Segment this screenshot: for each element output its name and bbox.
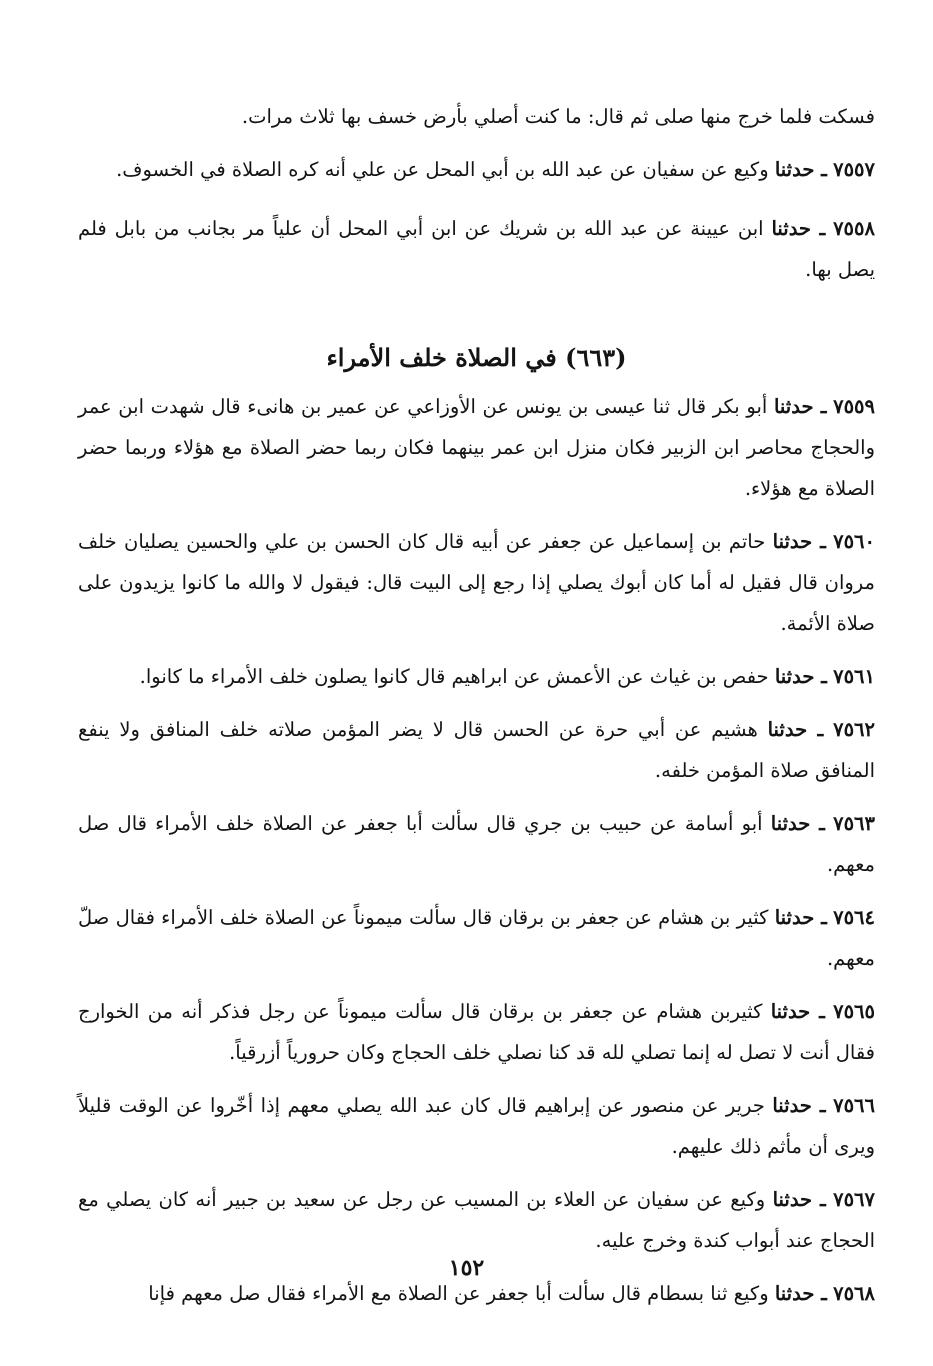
hadith-text: وكيع ثنا بسطام قال سألت أبا جعفر عن الصلاة مع الأمراء فقال صل معهم فإنا bbox=[148, 1282, 769, 1305]
hadith-entry: ٧٥٥٩ ـ حدثنا أبو بكر قال ثنا عيسى بن يونس عن الأوزاعي عن عمير بن هانىء قال شهدت ابن عمر والحجاج محاصر ابن الزبير فكان منزل ابن عمر بينهما فكان ربما حضر الصلاة مع هؤلاء وربما حضر الصلاة مع هؤلاء. bbox=[78, 395, 876, 500]
hadith-entry: ٧٥٥٧ ـ حدثنا وكيع عن سفيان عن عبد الله بن أبي المحل عن علي أنه كره الصلاة في الخسوف. bbox=[116, 158, 875, 181]
hadith-entry: ٧٥٦٥ ـ حدثنا كثيربن هشام عن جعفر بن برقان قال سألت ميموناً عن رجل فذكر أنه من الخوارج فقال أنت لا تصل له إنما تصلي لله قد كنا نصلي خلف الحجاج وكان حرورياً أزرقياً. bbox=[78, 1000, 875, 1064]
hadith-text: حفص بن غياث عن الأعمش عن ابراهيم قال كانوا يصلون خلف الأمراء ما كانوا. bbox=[139, 665, 769, 688]
hadith-lead: حدثنا bbox=[770, 812, 811, 835]
hadith-number: ٧٥٥٧ bbox=[833, 158, 875, 181]
hadith-entry: ٧٥٥٨ ـ حدثنا ابن عيينة عن عبد الله بن شريك عن ابن أبي المحل أن علياً مر بجانب من بابل فلم يصل بها. bbox=[78, 217, 875, 281]
hadith-lead: حدثنا bbox=[773, 395, 814, 418]
hadith-number: ٧٥٥٨ bbox=[833, 217, 875, 240]
hadith-text: أبو أسامة عن حبيب بن جري قال سألت أبا جعفر عن الصلاة خلف الأمراء قال صل معهم. bbox=[78, 812, 875, 876]
hadith-number: ٧٥٦٤ bbox=[833, 906, 875, 929]
hadith-text: ابن عيينة عن عبد الله بن شريك عن ابن أبي المحل أن علياً مر بجانب من بابل فلم يصل بها. bbox=[78, 217, 875, 281]
hadith-number: ٧٥٦٢ bbox=[833, 718, 875, 741]
hadith-entry: ٧٥٦٧ ـ حدثنا وكيع عن سفيان عن العلاء بن المسيب عن رجل عن سعيد بن جبير أنه كان يصلي مع الحجاج عند أبواب كندة وخرج عليه. bbox=[78, 1188, 876, 1252]
hadith-number: ٧٥٦٣ bbox=[833, 812, 875, 835]
hadith-text: وكيع عن سفيان عن عبد الله بن أبي المحل عن علي أنه كره الصلاة في الخسوف. bbox=[116, 158, 769, 181]
hadith-entry: ٧٥٦٨ ـ حدثنا وكيع ثنا بسطام قال سألت أبا جعفر عن الصلاة مع الأمراء فقال صل معهم فإنا bbox=[148, 1282, 875, 1305]
hadith-entry: ٧٥٦٢ ـ حدثنا هشيم عن أبي حرة عن الحسن قال لا يضر المؤمن صلاته خلف المنافق ولا ينفع المنافق صلاة المؤمن خلفه. bbox=[78, 718, 875, 782]
hadith-lead: حدثنا bbox=[772, 1188, 813, 1211]
hadith-number: ٧٥٦٠ bbox=[833, 530, 875, 553]
hadith-lead: حدثنا bbox=[774, 158, 815, 181]
intro-text: فسكت فلما خرج منها صلى ثم قال: ما كنت أصلي بأرض خسف بها ثلاث مرات. bbox=[241, 105, 875, 128]
hadith-text: كثير بن هشام عن جعفر بن برقان قال سألت ميموناً عن الصلاة خلف الأمراء فقال صلّ معهم. bbox=[78, 906, 875, 970]
hadith-lead: حدثنا bbox=[774, 665, 815, 688]
hadith-text: هشيم عن أبي حرة عن الحسن قال لا يضر المؤمن صلاته خلف المنافق ولا ينفع المنافق صلاة المؤمن خلفه. bbox=[78, 718, 875, 782]
hadith-lead: حدثنا bbox=[770, 1000, 811, 1023]
hadith-entry: ٧٥٦١ ـ حدثنا حفص بن غياث عن الأعمش عن ابراهيم قال كانوا يصلون خلف الأمراء ما كانوا. bbox=[139, 665, 875, 688]
hadith-lead: حدثنا bbox=[771, 217, 811, 240]
chapter-title: (٦٦٣) في الصلاة خلف الأمراء bbox=[326, 343, 627, 372]
hadith-number: ٧٥٦٨ bbox=[833, 1282, 875, 1305]
hadith-text: حاتم بن إسماعيل عن جعفر عن أبيه قال كان الحسن بن علي والحسين يصليان خلف مروان قال فقيل له أما كان أبوك يصلي إذا رجع إلى البيت قال: فيقول لا والله ما كانوا يزيدون على صلاة الأئمة. bbox=[78, 530, 875, 635]
hadith-number: ٧٥٦١ bbox=[833, 665, 875, 688]
hadith-number: ٧٥٦٧ bbox=[833, 1188, 876, 1211]
intro-paragraph bbox=[78, 96, 875, 137]
hadith-text: وكيع عن سفيان عن العلاء بن المسيب عن رجل عن سعيد بن جبير أنه كان يصلي مع الحجاج عند أبواب كندة وخرج عليه. bbox=[78, 1188, 875, 1252]
hadith-lead: حدثنا bbox=[774, 906, 815, 929]
hadith-text: أبو بكر قال ثنا عيسى بن يونس عن الأوزاعي عن عمير بن هانىء قال شهدت ابن عمر والحجاج محاصر ابن الزبير فكان منزل ابن عمر بينهما فكان ربما حضر الصلاة مع هؤلاء وربما حضر الصلاة مع هؤلاء. bbox=[78, 395, 875, 500]
hadith-lead: حدثنا bbox=[772, 530, 813, 553]
hadith-entry: ٧٥٦٠ ـ حدثنا حاتم بن إسماعيل عن جعفر عن أبيه قال كان الحسن بن علي والحسين يصليان خلف مروان قال فقيل له أما كان أبوك يصلي إذا رجع إلى البيت قال: فيقول لا والله ما كانوا يزيدون على صلاة الأئمة. bbox=[78, 530, 875, 635]
hadith-text: جرير عن منصور عن إبراهيم قال كان عبد الله يصلي معهم إذا أخّروا عن الوقت قليلاً ويرى أن مأثم ذلك عليهم. bbox=[78, 1094, 875, 1158]
hadith-entry: ٧٥٦٣ ـ حدثنا أبو أسامة عن حبيب بن جري قال سألت أبا جعفر عن الصلاة خلف الأمراء قال صل معهم. bbox=[78, 812, 875, 876]
hadith-entry: ٧٥٦٤ ـ حدثنا كثير بن هشام عن جعفر بن برقان قال سألت ميموناً عن الصلاة خلف الأمراء فقال صلّ معهم. bbox=[78, 906, 875, 970]
hadith-entry: ٧٥٦٦ ـ حدثنا جرير عن منصور عن إبراهيم قال كان عبد الله يصلي معهم إذا أخّروا عن الوقت قليلاً ويرى أن مأثم ذلك عليهم. bbox=[78, 1094, 875, 1158]
hadith-lead: حدثنا bbox=[767, 718, 808, 741]
hadith-text: كثيربن هشام عن جعفر بن برقان قال سألت ميموناً عن رجل فذكر أنه من الخوارج فقال أنت لا تصل له إنما تصلي لله قد كنا نصلي خلف الحجاج وكان حرورياً أزرقياً. bbox=[78, 1000, 875, 1064]
hadith-lead: حدثنا bbox=[774, 1282, 815, 1305]
hadith-number: ٧٥٦٦ bbox=[833, 1094, 875, 1117]
hadith-number: ٧٥٦٥ bbox=[833, 1000, 875, 1023]
hadith-lead: حدثنا bbox=[772, 1094, 812, 1117]
hadith-number: ٧٥٥٩ bbox=[833, 395, 876, 418]
page-number: ١٥٢ bbox=[448, 1255, 485, 1281]
